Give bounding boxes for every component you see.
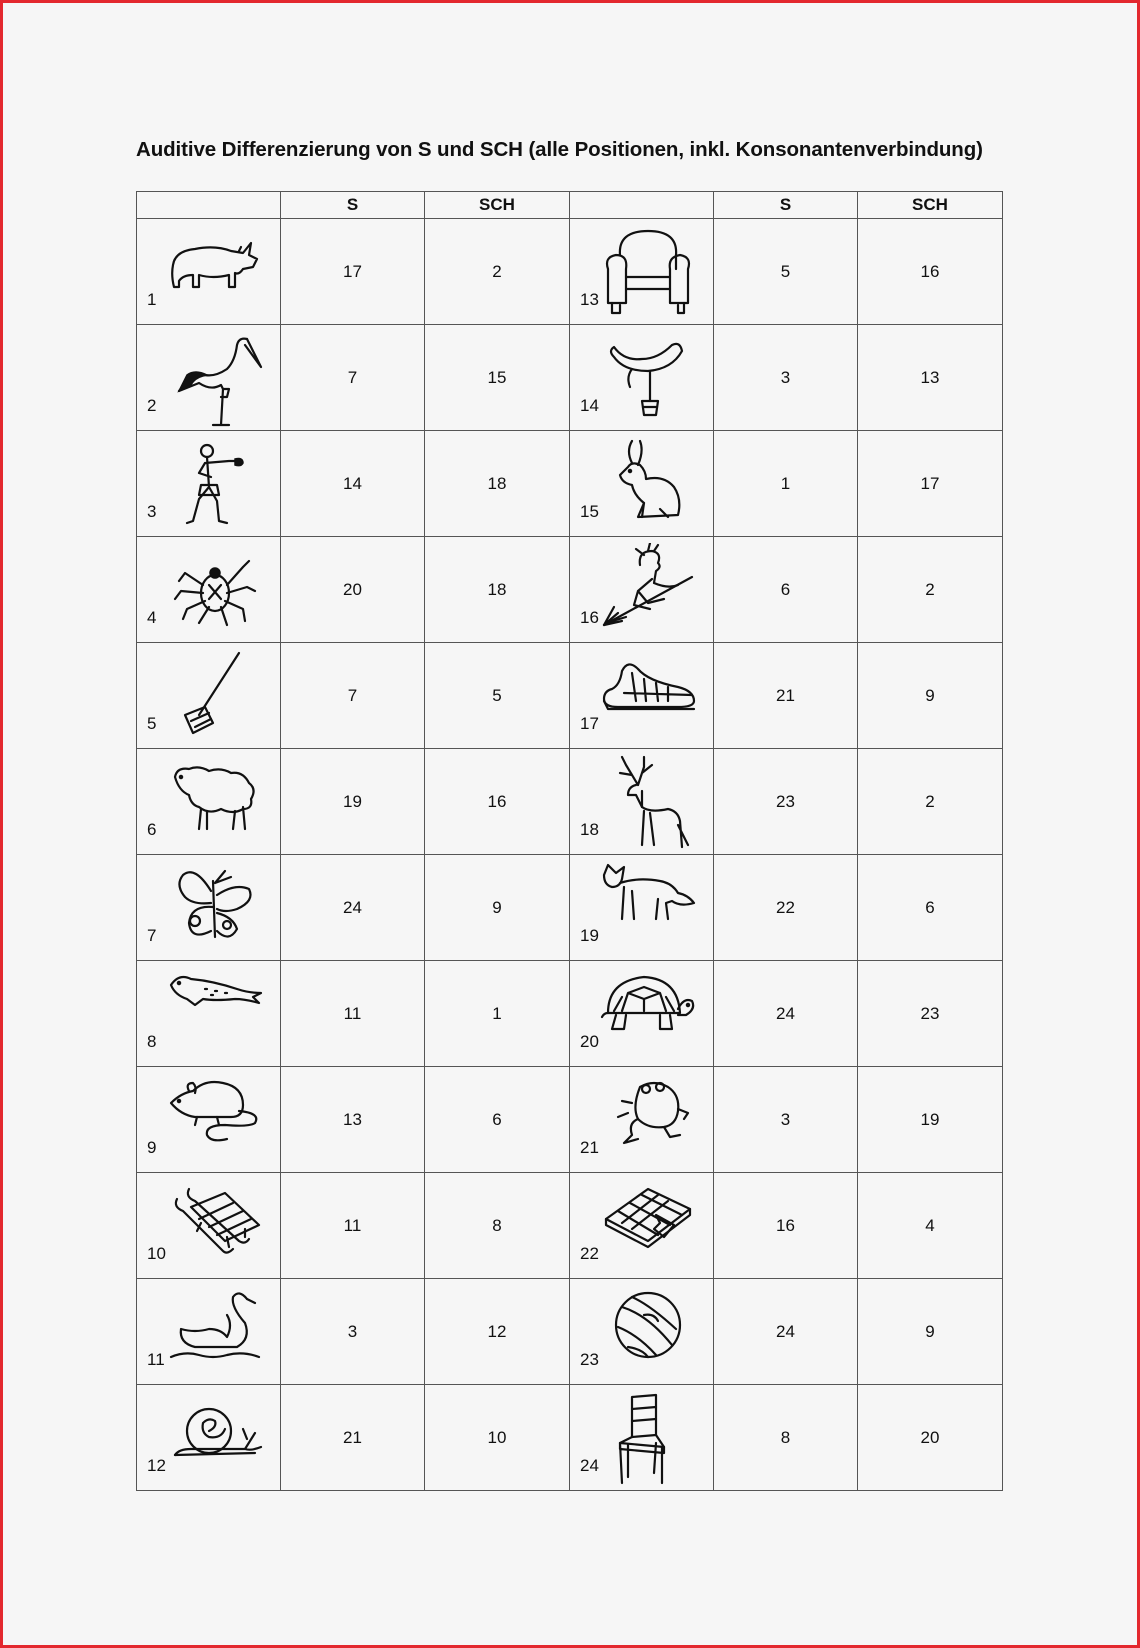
sled-icon [165,1179,265,1263]
item-number: 3 [147,502,157,521]
sch-value-cell: 15 [425,325,570,431]
item-number: 8 [147,1032,157,1051]
table-row [137,855,1003,961]
picture-cell [570,961,714,1067]
s-value-cell: 24 [281,855,425,961]
s-value-cell: 3 [281,1279,425,1385]
item-number: 1 [147,290,157,309]
header-s-left: S [281,192,425,219]
item-number: 5 [147,714,157,733]
s-value-cell: 6 [714,537,858,643]
s-value-cell: 7 [281,325,425,431]
sch-value-cell: 19 [858,1067,1003,1173]
sound-table [136,191,1003,1491]
header-picture-left [137,192,281,219]
s-value-cell: 21 [714,643,858,749]
item-number: 9 [147,1138,157,1157]
sandal-icon [598,649,698,713]
header-row [137,192,1003,219]
header-s-right: S [714,192,858,219]
picture-cell [137,1385,281,1491]
picture-cell [570,219,714,325]
sch-value-cell: 8 [425,1173,570,1279]
s-value-cell: 24 [714,1279,858,1385]
s-value-cell: 13 [281,1067,425,1173]
chair-icon [598,1391,698,1485]
picture-cell [570,749,714,855]
item-number: 7 [147,926,157,945]
cabbage-icon [598,1285,698,1365]
picture-cell [137,1173,281,1279]
s-value-cell: 21 [281,1385,425,1491]
picture-cell [137,961,281,1067]
deer-icon [598,755,698,849]
s-value-cell: 3 [714,1067,858,1173]
broom-icon [165,649,265,739]
picture-cell [137,1067,281,1173]
picture-cell [137,1279,281,1385]
sch-value-cell: 16 [858,219,1003,325]
picture-cell [570,325,714,431]
s-value-cell: 20 [281,537,425,643]
item-number: 16 [580,608,599,627]
fox-icon [598,861,698,925]
sch-value-cell: 13 [858,325,1003,431]
item-number: 17 [580,714,599,733]
item-number: 20 [580,1032,599,1051]
picture-cell [137,643,281,749]
s-value-cell: 5 [714,219,858,325]
s-value-cell: 14 [281,431,425,537]
sch-value-cell: 2 [858,537,1003,643]
header-sch-right: SCH [858,192,1003,219]
item-number: 15 [580,502,599,521]
picture-cell [137,219,281,325]
sch-value-cell: 18 [425,431,570,537]
s-value-cell: 19 [281,749,425,855]
sch-value-cell: 10 [425,1385,570,1491]
sch-value-cell: 1 [425,961,570,1067]
s-value-cell: 11 [281,961,425,1067]
s-value-cell: 1 [714,431,858,537]
s-value-cell: 11 [281,1173,425,1279]
item-number: 22 [580,1244,599,1263]
sch-value-cell: 17 [858,431,1003,537]
item-number: 4 [147,608,157,627]
item-number: 11 [147,1350,165,1369]
rhinoceros-icon [165,225,265,305]
item-number: 18 [580,820,599,839]
butterfly-icon [165,861,265,951]
stork-icon [165,331,265,427]
s-value-cell: 7 [281,643,425,749]
sch-value-cell: 2 [425,219,570,325]
s-value-cell: 16 [714,1173,858,1279]
item-number: 23 [580,1350,599,1369]
table-row [137,643,1003,749]
sch-value-cell: 5 [425,643,570,749]
item-number: 13 [580,290,599,309]
table-body [137,219,1003,1491]
s-value-cell: 24 [714,961,858,1067]
swan-icon [165,1285,265,1367]
boxer-icon [165,437,265,533]
picture-cell [137,325,281,431]
table-row [137,1279,1003,1385]
mouse-icon [165,1073,265,1153]
table-row [137,325,1003,431]
sch-value-cell: 12 [425,1279,570,1385]
spider-icon [165,543,265,633]
picture-cell [137,431,281,537]
sch-value-cell: 2 [858,749,1003,855]
picture-cell [570,431,714,537]
seal-icon [165,967,265,1017]
picture-cell [570,1385,714,1491]
table-row [137,537,1003,643]
item-number: 19 [580,926,599,945]
sch-value-cell: 16 [425,749,570,855]
snail-icon [165,1391,265,1471]
sch-value-cell: 18 [425,537,570,643]
frog-icon [598,1073,698,1153]
s-value-cell: 3 [714,325,858,431]
s-value-cell: 22 [714,855,858,961]
s-value-cell: 8 [714,1385,858,1491]
picture-cell [570,643,714,749]
table-row [137,1385,1003,1491]
hare-icon [598,437,698,527]
table-row [137,749,1003,855]
table-row [137,1067,1003,1173]
table-row [137,219,1003,325]
item-number: 12 [147,1456,166,1475]
picture-cell [570,1173,714,1279]
table-row [137,431,1003,537]
saddle-icon [598,331,698,421]
item-number: 10 [147,1244,166,1263]
armchair-icon [598,225,698,319]
witch-icon [598,543,698,631]
picture-cell [570,855,714,961]
picture-cell [137,855,281,961]
sch-value-cell: 9 [425,855,570,961]
sch-value-cell: 6 [858,855,1003,961]
turtle-icon [598,967,698,1043]
item-number: 14 [580,396,599,415]
picture-cell [570,537,714,643]
sch-value-cell: 4 [858,1173,1003,1279]
sch-value-cell: 6 [425,1067,570,1173]
worksheet-title: Auditive Differenzierung von S und SCH (alle Positionen, inkl. Konsonantenverbindung) [136,138,983,161]
picture-cell [137,537,281,643]
picture-cell [570,1279,714,1385]
item-number: 21 [580,1138,599,1157]
header-sch-left: SCH [425,192,570,219]
s-value-cell: 23 [714,749,858,855]
header-picture-right [570,192,714,219]
item-number: 6 [147,820,157,839]
sch-value-cell: 9 [858,643,1003,749]
picture-cell [137,749,281,855]
sheep-icon [165,755,265,835]
table-row [137,1173,1003,1279]
item-number: 2 [147,396,157,415]
picture-cell [570,1067,714,1173]
item-number: 24 [580,1456,599,1475]
sch-value-cell: 23 [858,961,1003,1067]
table-row [137,961,1003,1067]
chocolate-icon [598,1179,698,1251]
sch-value-cell: 9 [858,1279,1003,1385]
s-value-cell: 17 [281,219,425,325]
sch-value-cell: 20 [858,1385,1003,1491]
